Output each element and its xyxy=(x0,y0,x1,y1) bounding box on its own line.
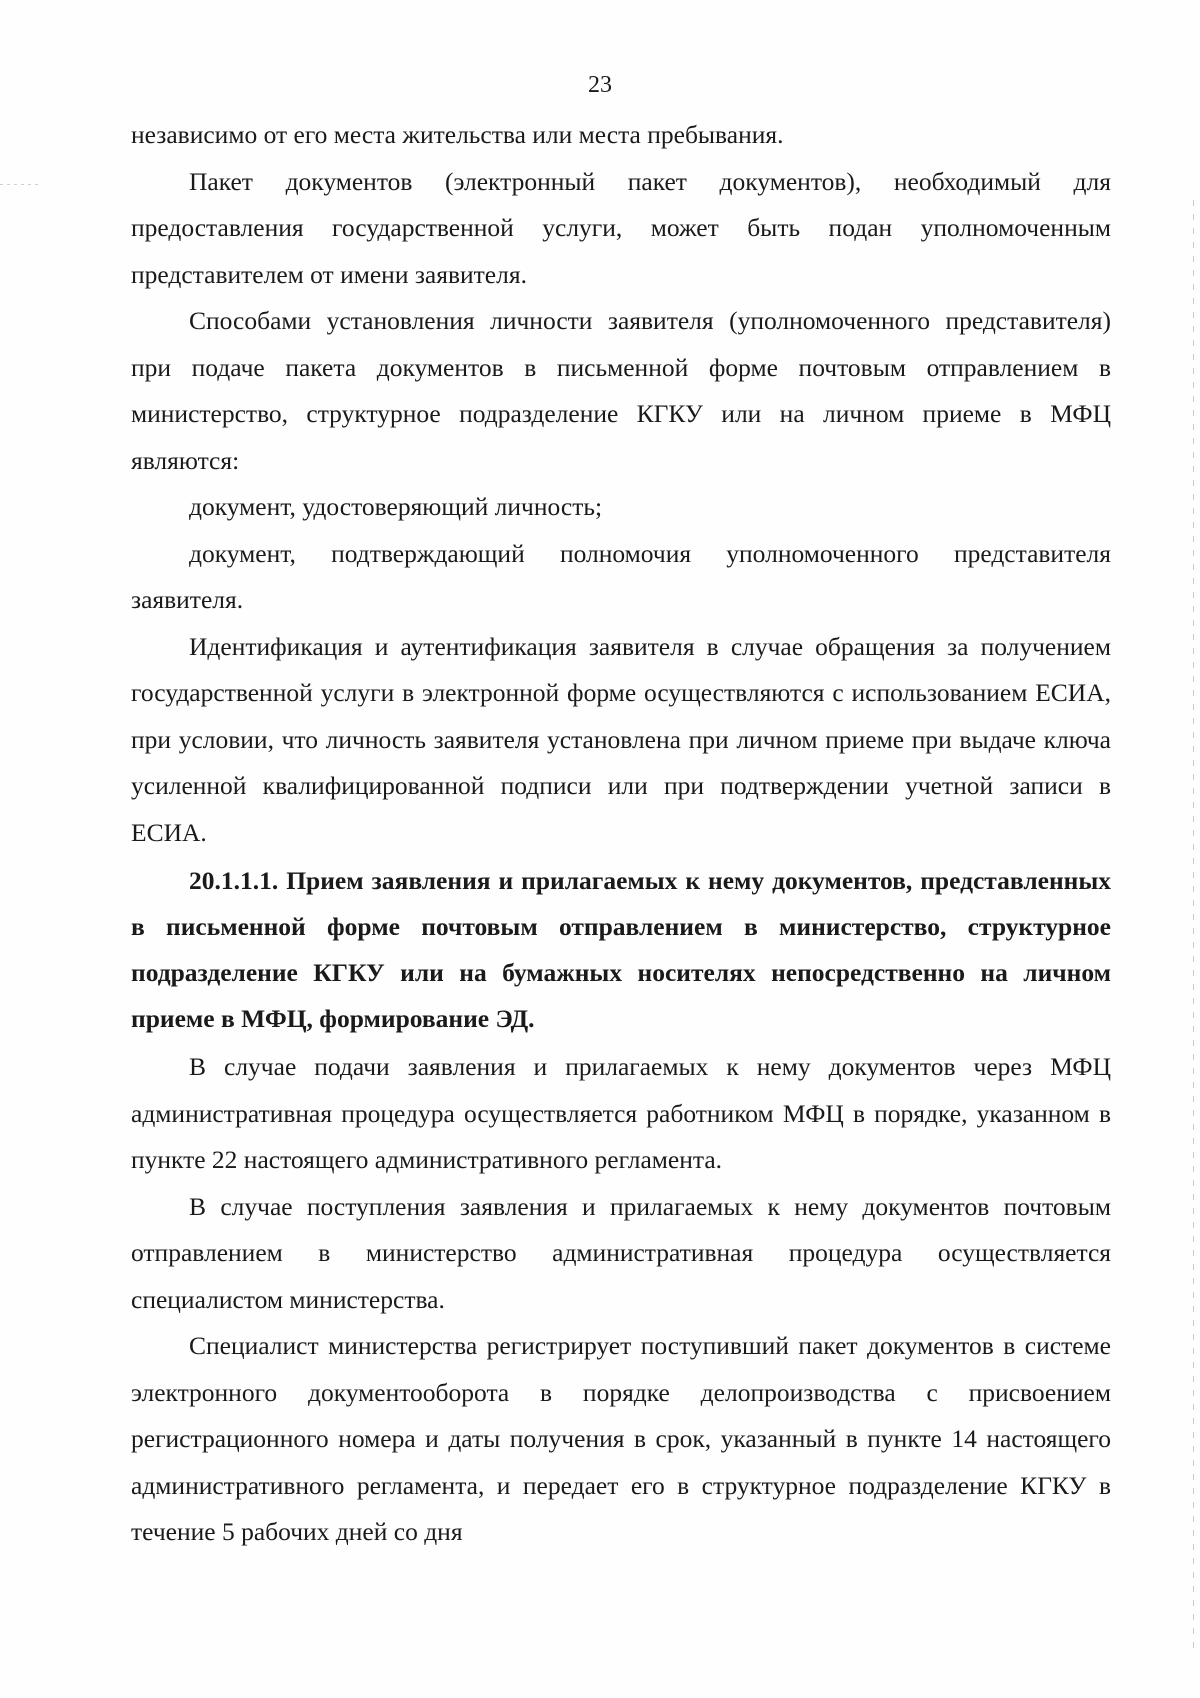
scan-artifact-edge xyxy=(1193,200,1194,1650)
paragraph-esia-authentication: Идентификация и аутентификация заявителя в случае обращения за получением государственной услуги в электронной форме осуществляются с использованием ЕСИА, при условии, что личность заявителя установлена при личном приеме при выдаче ключа усиленной квалифицированной подписи или при подтверждении учетной записи в ЕСИА. xyxy=(131,631,1111,847)
paragraph-postal-submission: В случае поступления заявления и прилагаемых к нему документов почтовым отправлением в министерство административная процедура осуществляется специалистом министерства. xyxy=(131,1191,1111,1314)
paragraph-identification-methods: Способами установления личности заявителя (уполномоченного представителя) при подаче пакета документов в письменной форме почтовым отправлением в министерство, структурное подразделение КГКУ или на личном приеме в МФЦ являются: xyxy=(131,306,1111,475)
document-body xyxy=(131,112,1111,1556)
paragraph-document-package: Пакет документов (электронный пакет документов), необходимый для предоставления государственной услуги, может быть подан уполномоченным представителем от имени заявителя. xyxy=(131,166,1111,289)
section-heading-20-1-1-1: 20.1.1.1. Прием заявления и прилагаемых к нему документов, представленных в письменной форме почтовым отправлением в министерство, структурное подразделение КГКУ или на бумажных носителях непосредственно на личном приеме в МФЦ, формирование ЭД. xyxy=(131,866,1111,1033)
paragraph-registration: Специалист министерства регистрирует поступивший пакет документов в системе электронного документооборота в порядке делопроизводства с присвоением регистрационного номера и даты получения в срок, указанный в пункте 14 настоящего административного регламента, и передает его в структурное подразделение КГКУ в течение 5 рабочих дней со дня xyxy=(131,1331,1111,1546)
page-number: 23 xyxy=(588,72,612,98)
list-item-identity-document: документ, удостоверяющий личность; xyxy=(189,492,603,521)
list-item-authority-document: документ, подтверждающий полномочия уполномоченного представителя заявителя. xyxy=(131,538,1111,614)
scan-artifact-mark xyxy=(0,184,38,185)
paragraph-mfc-submission: В случае подачи заявления и прилагаемых к нему документов через МФЦ административная процедура осуществляется работником МФЦ в порядке, указанном в пункте 22 настоящего административного регламента. xyxy=(131,1052,1111,1174)
paragraph-continuation: независимо от его места жительства или места пребывания. xyxy=(131,120,784,149)
